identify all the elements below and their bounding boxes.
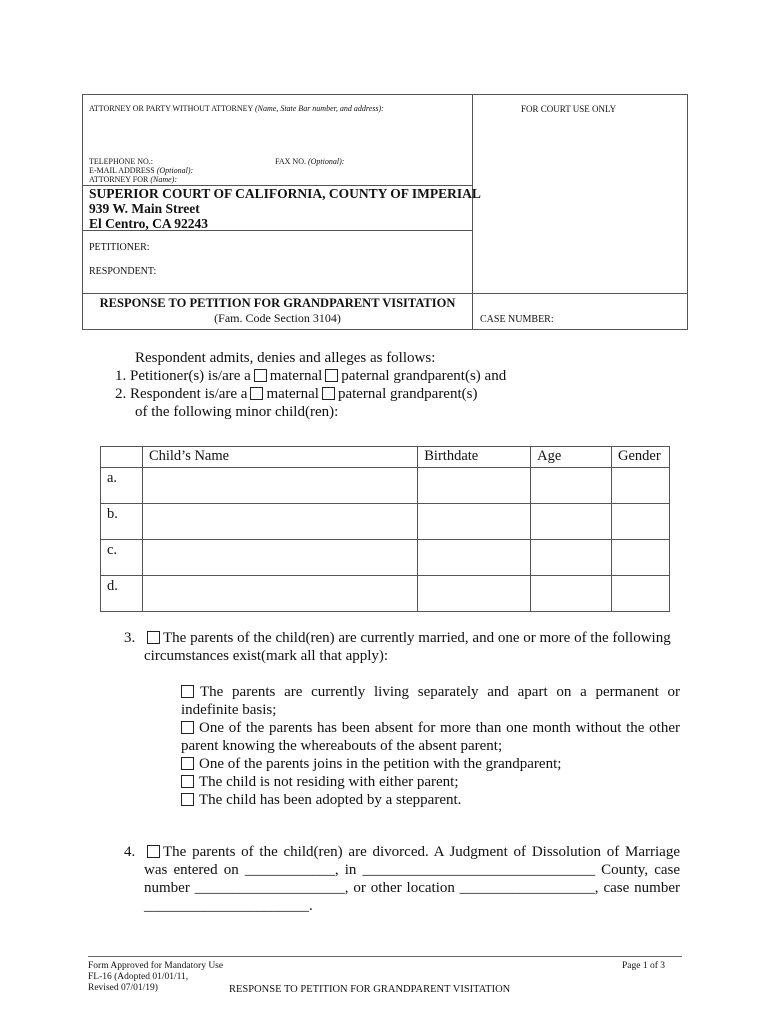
table-header: Birthdate [418,447,531,468]
item-text: maternal [269,368,323,384]
item-text: paternal grandparent(s) [337,386,478,402]
option-text: The parents are currently living separately and apart on a permanent or indefinite basis; [181,684,680,718]
form-title: RESPONSE TO PETITION FOR GRANDPARENT VISITATION [99,296,456,310]
row-label: b. [101,504,143,540]
footer-revised: Revised 07/01/19) [88,983,158,993]
footer-approved: Form Approved for Mandatory Use [88,961,224,971]
paternal-checkbox[interactable] [322,387,335,400]
item-4-text[interactable]: The parents of the child(ren) are divorced. A Judgment of Dissolution of Marriage was entered on ____________, in _______________________________ County, case number ____________________, or other location __________________, case number ______________________. [144,844,680,914]
form-subtitle: (Fam. Code Section 3104) [214,311,341,325]
paternal-checkbox[interactable] [325,369,338,382]
row-label: d. [101,576,143,612]
table-header: Child’s Name [142,447,417,468]
item-4-checkbox[interactable] [147,845,160,858]
email-label[interactable] [89,166,193,175]
item-3 [144,629,680,665]
option-text: One of the parents has been absent for more than one month without the other parent knowing the whereabouts of the absent parent; [181,720,680,754]
option-checkbox[interactable] [181,757,194,770]
option-checkbox[interactable] [181,793,194,806]
respondent-label[interactable]: RESPONDENT: [89,266,157,277]
option-checkbox[interactable] [181,721,194,734]
option-line [181,773,680,791]
case-number-label[interactable]: CASE NUMBER: [480,314,554,325]
item-3-text: The parents of the child(ren) are currently married, and one or more of the following circumstances exist(mark all that apply): [144,630,671,664]
footer-info [88,961,223,994]
row-label: c. [101,540,143,576]
item-text: Respondent is/are a [130,386,248,402]
item-text: maternal [266,386,319,402]
birthdate-cell[interactable] [418,576,531,612]
footer-form-id: FL-16 (Adopted 01/01/11, [88,972,189,982]
item-4 [144,843,680,915]
option-checkbox[interactable] [181,775,194,788]
table-header-row [101,447,670,468]
table-row [101,576,670,612]
court-line: El Centro, CA 92243 [89,216,209,231]
birthdate-cell[interactable] [418,540,531,576]
option-text: The child is not residing with either parent; [199,774,459,790]
item-3-options [181,683,680,809]
gender-cell[interactable] [611,540,669,576]
option-line [181,683,680,719]
option-line [181,755,680,773]
court-use-label: FOR COURT USE ONLY [521,104,617,114]
table-row [101,468,670,504]
petitioner-label[interactable]: PETITIONER: [89,242,150,253]
divider [82,293,688,294]
footer-title: RESPONSE TO PETITION FOR GRANDPARENT VISITATION [229,984,511,995]
attorney-label-text: ATTORNEY OR PARTY WITHOUT ATTORNEY [89,104,253,113]
attorney-hint: (Name, State Bar number, and address): [254,104,384,113]
option-line [181,791,680,809]
item-text: paternal grandparent(s) and [341,368,507,384]
attorney-for-hint: (Name): [150,175,177,184]
item-number: 1. [115,368,127,384]
page-number: Page 1 of 3 [622,961,666,971]
email-label-text: E-MAIL ADDRESS [89,166,155,175]
telephone-label[interactable]: TELEPHONE NO.: [89,157,153,166]
child-name-cell[interactable] [142,540,417,576]
court-line: 939 W. Main Street [89,201,200,216]
gender-cell[interactable] [611,504,669,540]
item-1 [115,367,506,385]
fax-label[interactable] [275,157,344,166]
email-hint: (Optional): [156,166,194,175]
maternal-checkbox[interactable] [250,387,263,400]
child-name-cell[interactable] [142,576,417,612]
court-line: SUPERIOR COURT OF CALIFORNIA, COUNTY OF IMPERIAL [89,186,481,201]
item-3-number: 3. [124,630,136,646]
item-2-continued: of the following minor child(ren): [135,404,339,420]
row-label: a. [101,468,143,504]
table-header: Age [531,447,612,468]
intro-text: Respondent admits, denies and alleges as follows: [135,350,436,366]
option-text: One of the parents joins in the petition with the grandparent; [199,756,562,772]
age-cell[interactable] [531,540,612,576]
gender-cell[interactable] [611,468,669,504]
table-header: Gender [611,447,669,468]
birthdate-cell[interactable] [418,504,531,540]
age-cell[interactable] [531,468,612,504]
court-name [89,186,481,231]
item-3-checkbox[interactable] [147,631,160,644]
age-cell[interactable] [531,576,612,612]
item-4-number: 4. [124,844,136,860]
table-header [101,447,143,468]
child-name-cell[interactable] [142,468,417,504]
item-2 [115,385,477,403]
table-row [101,504,670,540]
attorney-for-label[interactable] [89,175,177,184]
footer-rule [88,956,682,957]
item-text: Petitioner(s) is/are a [130,368,251,384]
fax-hint: (Optional): [307,157,345,166]
table-row [101,540,670,576]
gender-cell[interactable] [611,576,669,612]
option-text: The child has been adopted by a stepparent. [199,792,462,808]
fax-label-text: FAX NO. [275,157,306,166]
option-line [181,719,680,755]
option-checkbox[interactable] [181,685,194,698]
attorney-label [89,104,384,113]
birthdate-cell[interactable] [418,468,531,504]
age-cell[interactable] [531,504,612,540]
children-table [100,446,670,612]
child-name-cell[interactable] [142,504,417,540]
maternal-checkbox[interactable] [254,369,267,382]
item-number: 2. [115,386,127,402]
attorney-for-text: ATTORNEY FOR [89,175,149,184]
